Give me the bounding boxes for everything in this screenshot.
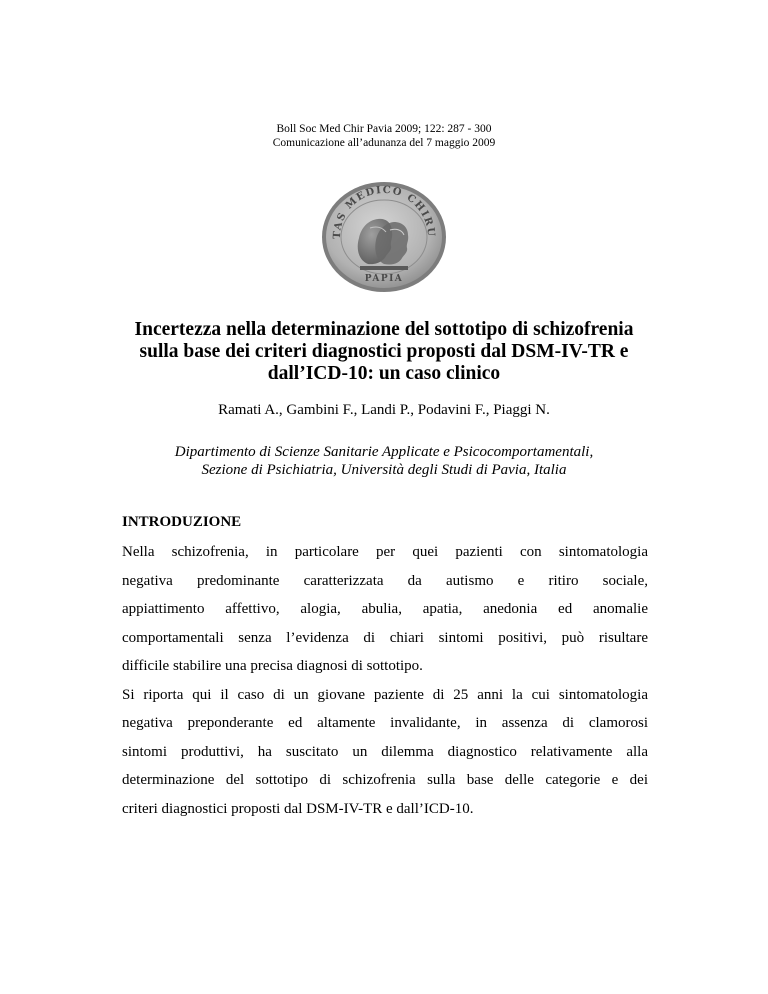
title-line: sulla base dei criteri diagnostici proposti dal DSM-IV-TR e [139,341,629,362]
introduction-body [122,538,648,823]
section-heading-introduction: INTRODUZIONE [122,514,242,530]
title-line: dall’ICD-10: un caso clinico [267,363,501,384]
journal-citation: Boll Soc Med Chir Pavia 2009; 122: 287 - 300 [276,123,492,135]
body-line: comportamentali senza l’evidenza di chiari sintomi positivi, può risultare [122,629,648,646]
body-line: Nella schizofrenia, in particolare per quei pazienti con sintomatologia [122,544,648,560]
society-medal-icon [318,180,450,294]
body-line: negativa predominante caratterizzata da autismo e ritiro sociale, [122,572,648,589]
body-line: Si riporta qui il caso di un giovane paziente di 25 anni la cui sintomatologia [122,686,648,703]
title-line: Incertezza nella determinazione del sottotipo di schizofrenia [134,319,634,340]
journal-header [0,122,768,150]
meeting-communication: Comunicazione all’adunanza del 7 maggio 2009 [272,137,496,149]
affiliation-line: Sezione di Psichiatria, Università degli Studi di Pavia, Italia [201,462,567,478]
body-line: difficile stabilire una precisa diagnosi di sottotipo. [122,658,423,674]
seal-inscription-top: TAS MEDICO CHIRU [331,184,437,240]
affiliation-line: Dipartimento di Scienze Sanitarie Applicate e Psicocomportamentali, [174,444,594,460]
affiliation [0,443,768,479]
article-title [0,319,768,385]
body-line: criteri diagnostici proposti dal DSM-IV-TR e dall’ICD-10. [122,800,474,817]
seal-inscription-bottom: PAPIA [364,274,404,284]
author-list: Ramati A., Gambini F., Landi P., Podavini F., Piaggi N. [218,402,550,418]
body-line: determinazione del sottotipo di schizofrenia sulla base delle categorie e dei [122,772,648,788]
body-line: appiattimento affettivo, alogia, abulia, apatia, anedonia ed anomalie [122,601,648,617]
body-line: sintomi produttivi, ha suscitato un dilemma diagnostico relativamente alla [122,743,648,760]
body-line: negativa preponderante ed altamente invalidante, in assenza di clamorosi [122,715,648,731]
